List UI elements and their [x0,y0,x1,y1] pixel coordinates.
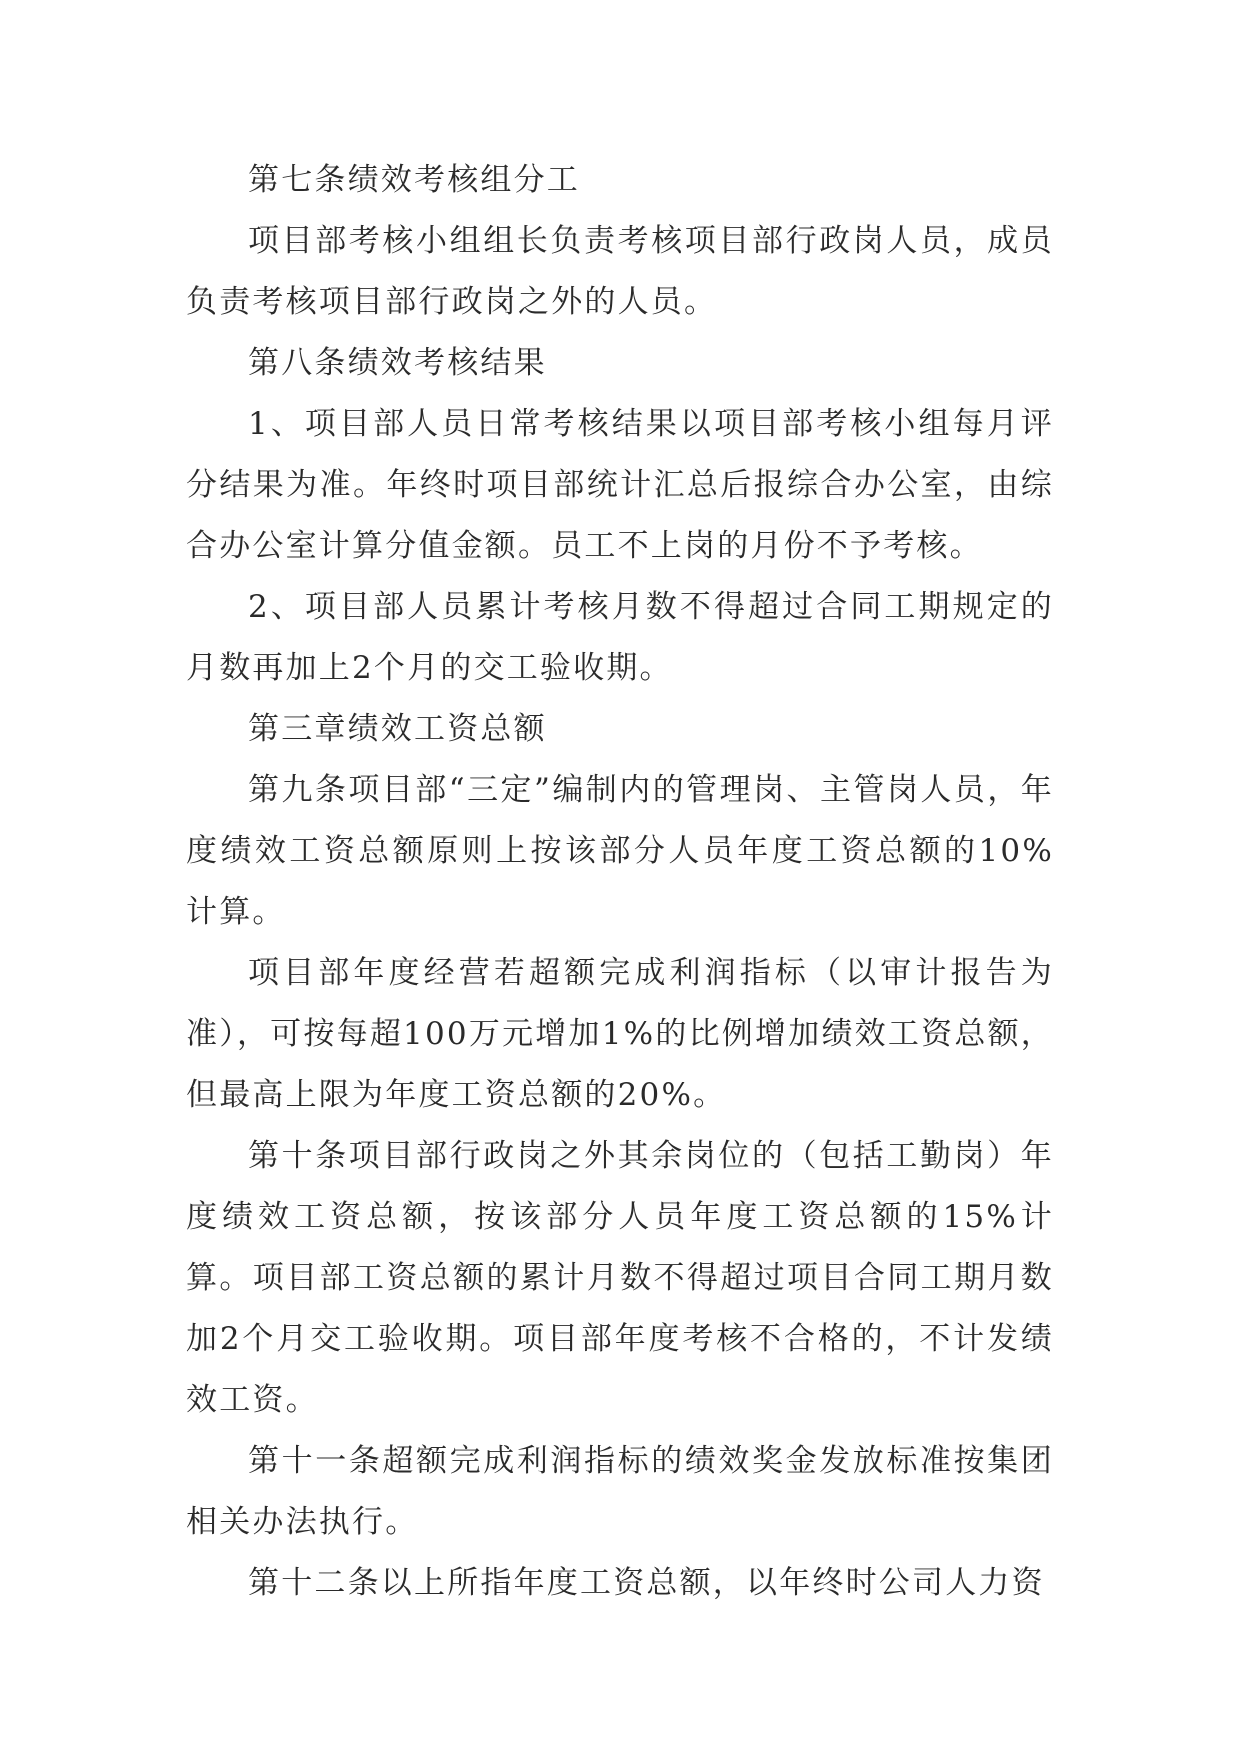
document-body [186,150,1054,1614]
paragraph-article-12: 第十二条以上所指年度工资总额，以年终时公司人力资 [248,1565,1045,1601]
paragraph-article-10: 第十条项目部行政岗之外其余岗位的（包括工勤岗）年度绩效工资总额，按该部分人员年度工资总额的15%计算。项目部工资总额的累计月数不得超过项目合同工期月数加2个月交工验收期。项目部年度考核不合格的，不计发绩效工资。 [186,1138,1054,1418]
heading-chapter-3: 第三章绩效工资总额 [248,711,547,747]
paragraph-article-7-body: 项目部考核小组组长负责考核项目部行政岗人员，成员负责考核项目部行政岗之外的人员。 [186,223,1054,320]
heading-article-8: 第八条绩效考核结果 [248,345,547,381]
paragraph-article-9: 第九条项目部“三定”编制内的管理岗、主管岗人员，年度绩效工资总额原则上按该部分人员年度工资总额的10%计算。 [186,772,1054,930]
paragraph-article-9-profit: 项目部年度经营若超额完成利润指标（以审计报告为准），可按每超100万元增加1%的比例增加绩效工资总额，但最高上限为年度工资总额的20%。 [186,955,1054,1113]
paragraph-article-11: 第十一条超额完成利润指标的绩效奖金发放标准按集团相关办法执行。 [186,1443,1054,1540]
heading-article-7: 第七条绩效考核组分工 [248,162,580,198]
paragraph-article-8-item-1: 1、项目部人员日常考核结果以项目部考核小组每月评分结果为准。年终时项目部统计汇总后报综合办公室，由综合办公室计算分值金额。员工不上岗的月份不予考核。 [186,406,1054,564]
paragraph-article-8-item-2: 2、项目部人员累计考核月数不得超过合同工期规定的月数再加上2个月的交工验收期。 [186,589,1054,686]
